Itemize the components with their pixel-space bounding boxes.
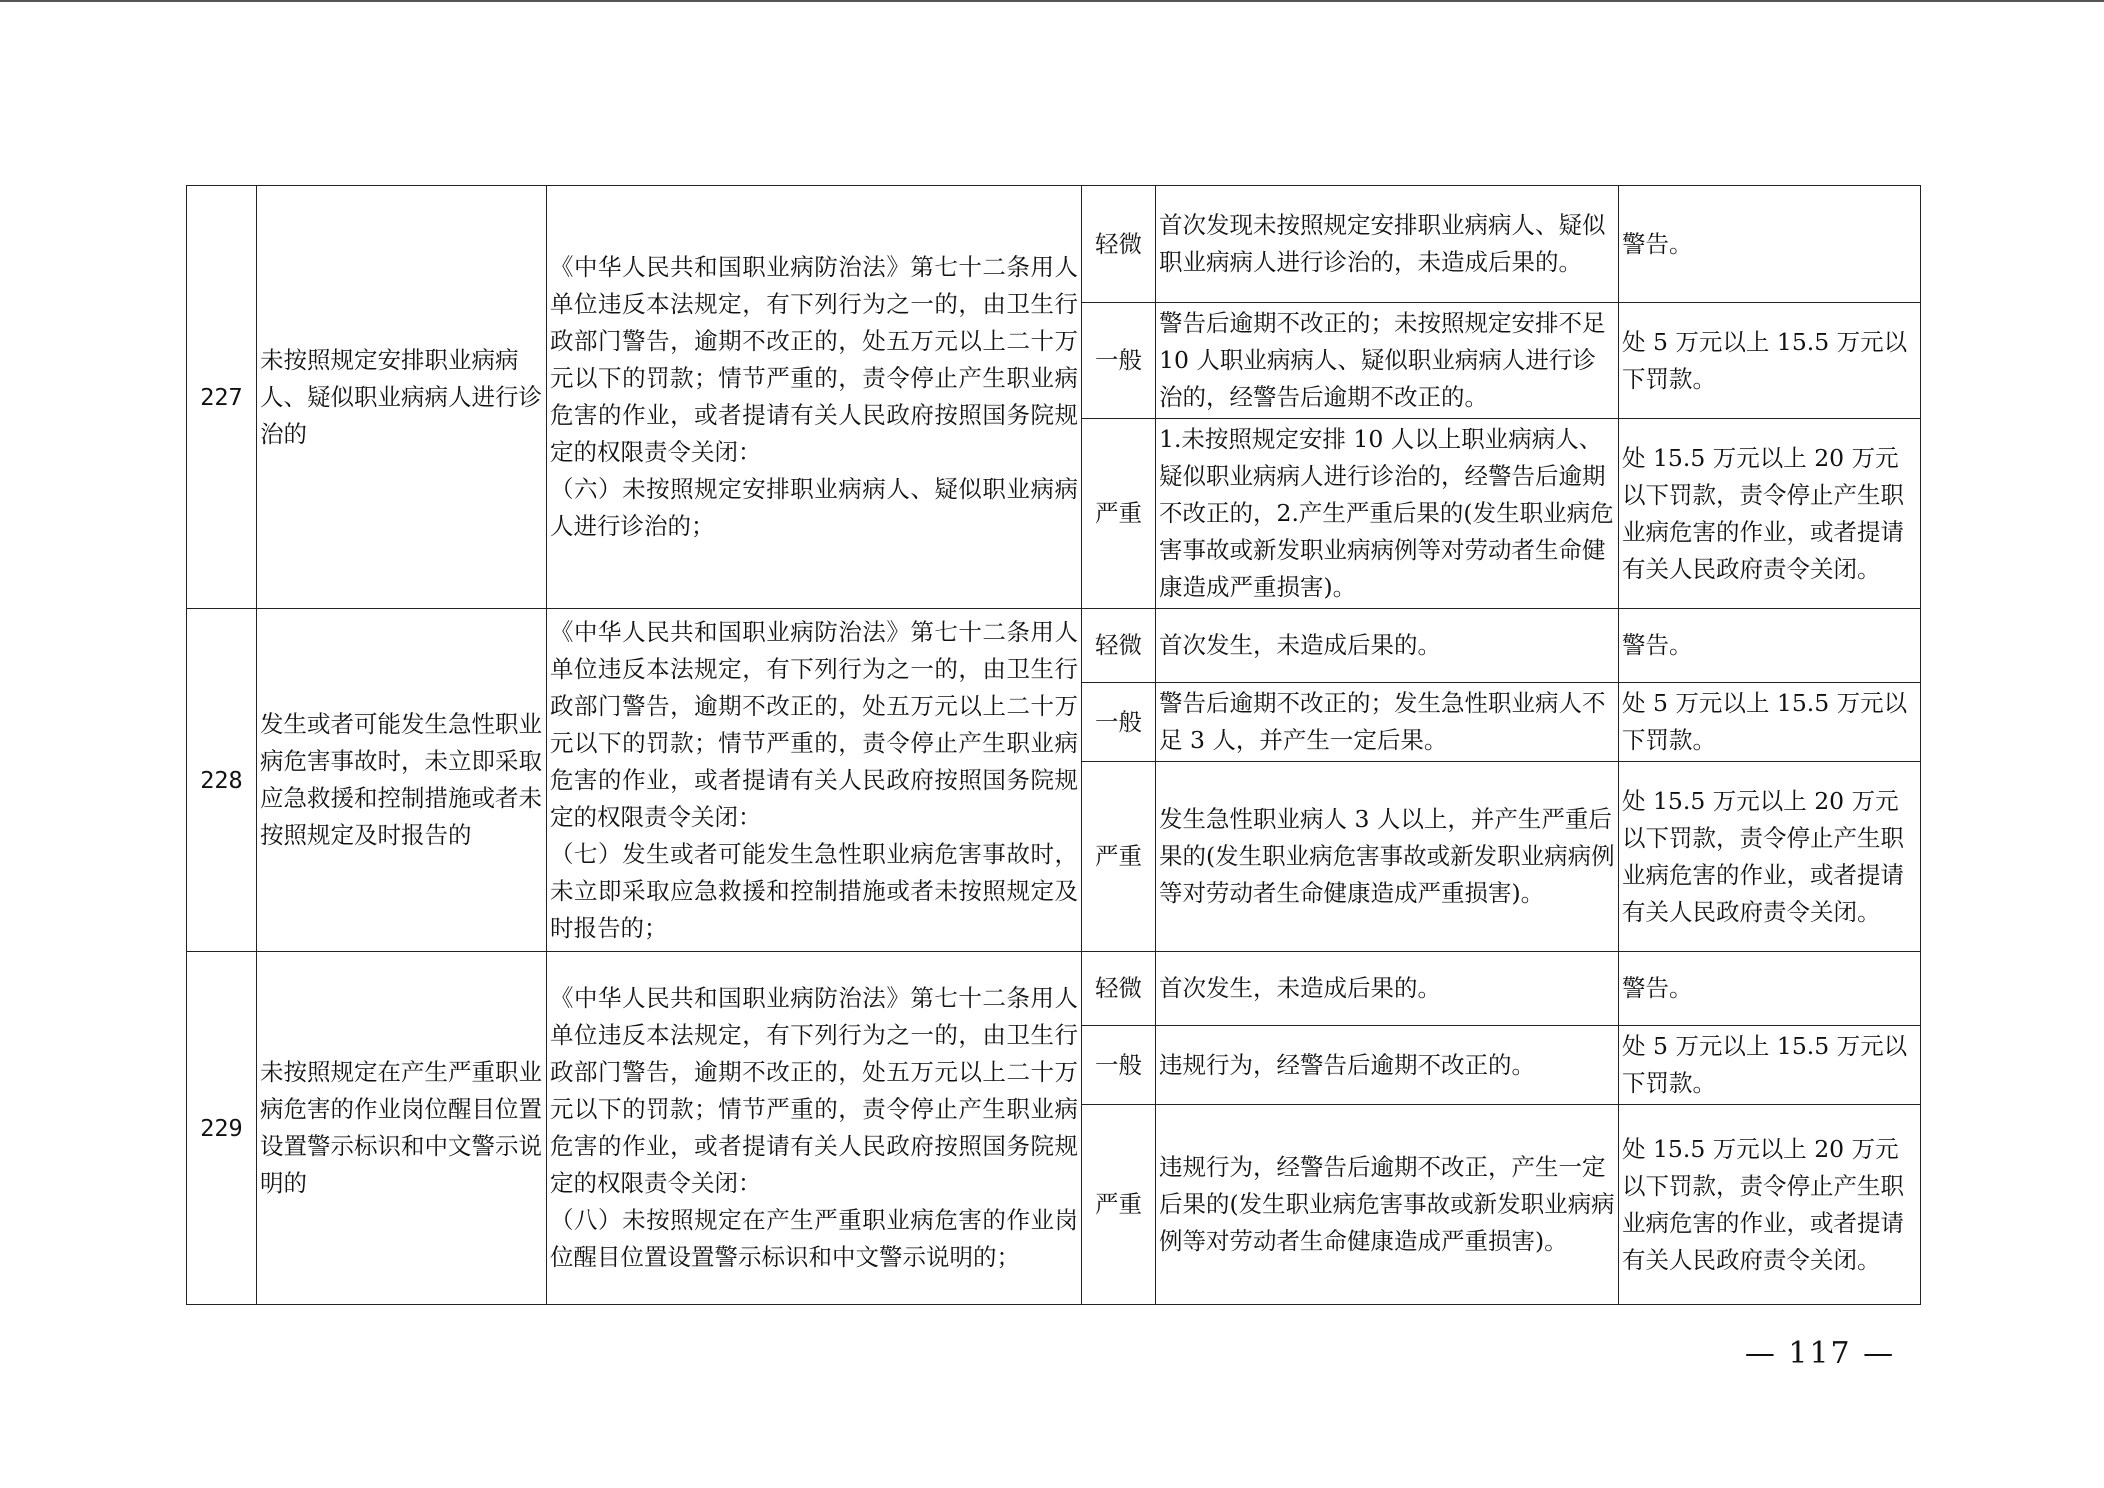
situation-text: 首次发生，未造成后果的。 [1156,952,1619,1026]
situation-text: 发生急性职业病人 3 人以上，并产生严重后果的(发生职业病危害事故或新发职业病病例等对劳动者生命健康造成严重损害)。 [1156,762,1619,952]
legal-basis-main: 《中华人民共和国职业病防治法》第七十二条用人单位违反本法规定，有下列行为之一的，由卫生行政部门警告，逾期不改正的，处五万元以上二十万元以下的罚款；情节严重的，责令停止产生职业病危害的作业，或者提请有关人民政府按照国务院规定的权限责令关闭： [550,984,1078,1197]
legal-basis-clause: （七）发生或者可能发生急性职业病危害事故时，未立即采取应急救援和控制措施或者未按照规定及时报告的； [550,839,1078,942]
top-rule [0,0,2104,2]
penalty-text: 处 5 万元以上 15.5 万元以下罚款。 [1619,303,1921,419]
penalty-text: 处 15.5 万元以上 20 万元以下罚款，责令停止产生职业病危害的作业，或者提请有关人民政府责令关闭。 [1619,1105,1921,1305]
table-row [187,186,1921,303]
severity-level: 一般 [1082,1026,1156,1105]
penalty-text: 处 15.5 万元以上 20 万元以下罚款，责令停止产生职业病危害的作业，或者提请有关人民政府责令关闭。 [1619,419,1921,609]
penalty-text: 处 5 万元以上 15.5 万元以下罚款。 [1619,683,1921,762]
legal-basis-clause: （八）未按照规定在产生严重职业病危害的作业岗位醒目位置设置警示标识和中文警示说明的； [550,1206,1078,1271]
severity-level: 严重 [1082,762,1156,952]
penalty-text: 警告。 [1619,609,1921,683]
severity-level: 一般 [1082,683,1156,762]
situation-text: 首次发生，未造成后果的。 [1156,609,1619,683]
item-number: 229 [187,952,257,1305]
penalty-text: 处 5 万元以上 15.5 万元以下罚款。 [1619,1026,1921,1105]
situation-text: 首次发现未按照规定安排职业病病人、疑似职业病病人进行诊治的，未造成后果的。 [1156,186,1619,303]
table-row [187,952,1921,1026]
legal-basis-clause: （六）未按照规定安排职业病病人、疑似职业病病人进行诊治的； [550,475,1078,540]
legal-basis [547,186,1082,609]
situation-text: 1.未按照规定安排 10 人以上职业病病人、疑似职业病病人进行诊治的，经警告后逾期不改正的，2.产生严重后果的(发生职业病危害事故或新发职业病病例等对劳动者生命健康造成严重损害)。 [1156,419,1619,609]
legal-basis-main: 《中华人民共和国职业病防治法》第七十二条用人单位违反本法规定，有下列行为之一的，由卫生行政部门警告，逾期不改正的，处五万元以上二十万元以下的罚款；情节严重的，责令停止产生职业病危害的作业，或者提请有关人民政府按照国务院规定的权限责令关闭： [550,253,1078,466]
legal-basis-main: 《中华人民共和国职业病防治法》第七十二条用人单位违反本法规定，有下列行为之一的，由卫生行政部门警告，逾期不改正的，处五万元以上二十万元以下的罚款；情节严重的，责令停止产生职业病危害的作业，或者提请有关人民政府按照国务院规定的权限责令关闭： [550,617,1078,831]
penalty-table [186,185,1921,1305]
violation-text: 未按照规定在产生严重职业病危害的作业岗位醒目位置设置警示标识和中文警示说明的 [260,1058,542,1197]
item-number: 227 [187,186,257,609]
table-row [187,609,1921,683]
situation-text: 违规行为，经警告后逾期不改正的。 [1156,1026,1619,1105]
severity-level: 一般 [1082,303,1156,419]
page-number: — 117 — [1744,1336,1896,1371]
situation-text: 警告后逾期不改正的；发生急性职业病人不足 3 人，并产生一定后果。 [1156,683,1619,762]
severity-level: 轻微 [1082,952,1156,1026]
penalty-text: 处 15.5 万元以上 20 万元以下罚款，责令停止产生职业病危害的作业，或者提请有关人民政府责令关闭。 [1619,762,1921,952]
severity-level: 严重 [1082,1105,1156,1305]
penalty-text: 警告。 [1619,952,1921,1026]
violation-text: 未按照规定安排职业病病人、疑似职业病病人进行诊治的 [260,345,542,448]
legal-basis [547,609,1082,952]
violation-text: 发生或者可能发生急性职业病危害事故时，未立即采取应急救援和控制措施或者未按照规定及时报告的 [260,710,542,849]
severity-level: 轻微 [1082,186,1156,303]
severity-level: 严重 [1082,419,1156,609]
violation-item [257,952,547,1305]
situation-text: 警告后逾期不改正的；未按照规定安排不足 10 人职业病病人、疑似职业病病人进行诊治的，经警告后逾期不改正的。 [1156,303,1619,419]
situation-text: 违规行为，经警告后逾期不改正，产生一定后果的(发生职业病危害事故或新发职业病病例等对劳动者生命健康造成严重损害)。 [1156,1105,1619,1305]
penalty-text: 警告。 [1619,186,1921,303]
item-number: 228 [187,609,257,952]
severity-level: 轻微 [1082,609,1156,683]
violation-item [257,186,547,609]
legal-basis [547,952,1082,1305]
violation-item [257,609,547,952]
